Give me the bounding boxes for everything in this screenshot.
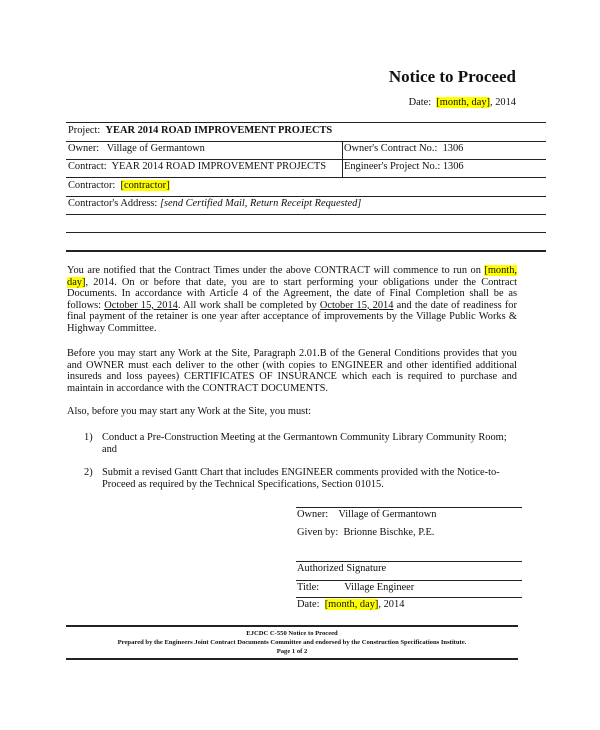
list-item-number: 2) (84, 467, 93, 478)
sig-title-label: Title: (297, 582, 320, 593)
contract-value: YEAR 2014 ROAD IMPROVEMENT PROJECTS (111, 161, 327, 172)
p1-text-c: . All work shall be completed by (177, 299, 320, 311)
engineers-project-row (344, 161, 464, 173)
project-label: Project: (68, 125, 101, 136)
paragraph-commencement (67, 265, 517, 335)
contract-label: Contract: (68, 161, 107, 172)
address-value: [send Certified Mail, Return Receipt Requested] (159, 198, 362, 209)
date-label: Date: (408, 97, 432, 108)
sig-title-value: Village Engineer (344, 582, 415, 593)
authorized-signature-label: Authorized Signature (297, 563, 387, 574)
document-title: Notice to Proceed (388, 67, 516, 86)
engineers-project-label: Engineer's Project No.: (344, 161, 441, 172)
work-completion-date: October 15, 2014 (319, 299, 394, 311)
date-placeholder: [month, day] (436, 97, 491, 108)
sig-owner-label: Owner: (297, 509, 329, 520)
list-item-number: 1) (84, 432, 93, 443)
given-by-value: Brionne Bischke, P.E. (343, 527, 435, 538)
p1-text-d: and the date of readiness for final payment of the retainer is one year after acceptance of improvements by the Village Public Works & Highway Committee. (67, 299, 517, 334)
sig-date-label: Date: (297, 599, 320, 610)
sig-owner-value: Village of Germantown (338, 509, 437, 520)
footer-form-id: EJCDC C-550 Notice to Proceed (246, 630, 338, 637)
address-row (68, 198, 361, 210)
engineers-project-value: 1306 (442, 161, 464, 172)
date-year: , 2014 (490, 97, 516, 108)
contractor-row (68, 180, 170, 192)
address-label: Contractor's Address: (68, 198, 158, 209)
sig-date-placeholder: [month, day] (324, 599, 379, 610)
contractor-value: [contractor] (120, 180, 170, 191)
project-value: YEAR 2014 ROAD IMPROVEMENT PROJECTS (105, 125, 333, 136)
owners-contract-row (344, 143, 463, 155)
paragraph-insurance: Before you may start any Work at the Site, Paragraph 2.01.B of the General Conditions provides that you and OWNER must each deliver to the other (with copies to ENGINEER and other identified additional insureds and loss payees) CERTIFICATES OF INSURANCE which each is required to purchase and maintain in accordance with the CONTRACT DOCUMENTS. (67, 348, 517, 394)
p1-date-placeholder: [month, day] (67, 265, 517, 288)
owner-row (68, 143, 205, 155)
footer-page-number: Page 1 of 2 (276, 648, 308, 655)
sig-date-year: , 2014 (378, 599, 405, 610)
footer-prepared-by: Prepared by the Engineers Joint Contract Documents Committee and endorsed by the Construction Specifications Institute. (117, 639, 467, 646)
p1-text-a: You are notified that the Contract Times under the above CONTRACT will commence to run on (67, 265, 485, 276)
date-line (409, 97, 516, 108)
list-item: Submit a revised Gantt Chart that includes ENGINEER comments provided with the Notice-to-Proceed as required by the Technical Specifications, Section 01015. (102, 467, 500, 490)
list-item: Conduct a Pre-Construction Meeting at the Germantown Community Library Community Room; and (102, 432, 507, 455)
owner-value: Village of Germantown (106, 143, 205, 154)
contract-row (68, 161, 326, 173)
owner-label: Owner: (68, 143, 100, 154)
contractor-label: Contractor: (68, 180, 116, 191)
final-completion-date: October 15, 2014 (104, 299, 178, 311)
owners-contract-value: 1306 (442, 143, 464, 154)
given-by-label: Given by: (297, 527, 339, 538)
owners-contract-label: Owner's Contract No.: (344, 143, 438, 154)
paragraph-requirements: Also, before you may start any Work at the Site, you must: (67, 406, 311, 417)
project-row (68, 125, 332, 137)
p1-text-b: , 2014. On or before that date, you are to start performing your obligations under the Contract Documents. In accordance with Article 4 of the Agreement, the date of Final Completion shall be as follows: (67, 276, 517, 311)
